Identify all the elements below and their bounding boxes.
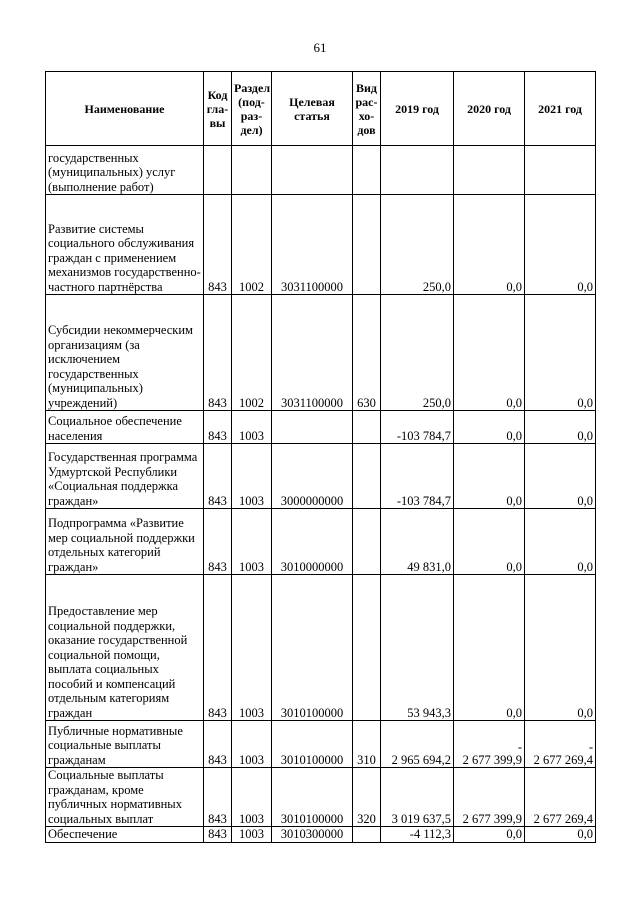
header-2020: 2020 год: [454, 72, 525, 146]
row-name: [46, 509, 204, 575]
row-code-text: 843: [208, 395, 227, 410]
row-expense-type-text: 320: [357, 811, 376, 826]
row-code-text: 843: [208, 811, 227, 826]
row-code: [204, 827, 232, 843]
row-expense-type: [353, 146, 381, 195]
header-2019: 2019 год: [381, 72, 454, 146]
row-value-2021-text: 0,0: [577, 705, 593, 720]
row-name-text: Подпрограмма «Развитие мер социальной поддержки отдельных категорий граждан»: [48, 516, 195, 574]
row-value-2021: [525, 827, 596, 843]
row-value-2021-text: 0,0: [577, 428, 593, 443]
row-value-2019: [381, 827, 454, 843]
row-target-article: [272, 295, 353, 411]
row-target-article: [272, 509, 353, 575]
row-value-2021: [525, 768, 596, 827]
row-expense-type: [353, 827, 381, 843]
row-value-2019-text: 250,0: [422, 279, 451, 294]
row-value-2019-text: 53 943,3: [407, 705, 451, 720]
row-target-article-text: 3031100000: [280, 395, 344, 410]
row-name: [46, 575, 204, 721]
minus-sign: -: [588, 739, 593, 754]
header-2021: 2021 год: [525, 72, 596, 146]
header-row: [46, 72, 596, 146]
row-section-text: 1003: [239, 811, 264, 826]
minus-sign: -: [517, 739, 522, 754]
row-section: [232, 827, 272, 843]
row-value-2021: [525, 295, 596, 411]
row-value-2021: [525, 509, 596, 575]
row-value-2021: [525, 575, 596, 721]
row-code: [204, 411, 232, 444]
row-value-2020-text: 2 677 399,9: [462, 752, 522, 767]
row-section-text: 1003: [239, 827, 264, 841]
table-row: [46, 444, 596, 509]
row-target-article: [272, 827, 353, 843]
row-value-2020: [454, 195, 525, 295]
row-name-text: Субсидии некоммерческим организациям (за исключением государственных (муниципальных) учреждений): [48, 323, 193, 410]
header-code: Код гла-вы: [204, 72, 232, 146]
row-name: [46, 444, 204, 509]
row-value-2019: [381, 721, 454, 768]
row-section: [232, 195, 272, 295]
row-value-2020-text: 0,0: [506, 395, 522, 410]
table-row: [46, 295, 596, 411]
table-row: [46, 827, 596, 843]
row-value-2020: [454, 827, 525, 843]
row-expense-type: [353, 575, 381, 721]
row-value-2020-text: 0,0: [506, 705, 522, 720]
row-section: [232, 146, 272, 195]
header-expense-type: Вид рас-хо-дов: [353, 72, 381, 146]
row-value-2019: [381, 295, 454, 411]
row-value-2020-text: 0,0: [506, 279, 522, 294]
row-value-2021-text: 0,0: [577, 395, 593, 410]
row-value-2019-text: 2 965 694,2: [391, 752, 451, 767]
row-value-2021-text: 2 677 269,4: [533, 752, 593, 767]
row-target-article: [272, 721, 353, 768]
row-code: [204, 721, 232, 768]
row-value-2019: [381, 444, 454, 509]
row-target-article-text: 3031100000: [280, 279, 344, 294]
row-value-2021: [525, 721, 596, 768]
row-section-text: 1002: [239, 395, 264, 410]
row-section-text: 1003: [239, 559, 264, 574]
table-row: [46, 721, 596, 768]
budget-table: [45, 71, 596, 843]
row-value-2020: [454, 444, 525, 509]
row-value-2020: [454, 721, 525, 768]
row-section: [232, 768, 272, 827]
row-value-2019: [381, 195, 454, 295]
page-number: 61: [313, 40, 327, 55]
row-value-2020-text: 0,0: [506, 428, 522, 443]
header-name: Наименование: [46, 72, 204, 146]
row-value-2021: [525, 444, 596, 509]
row-value-2020-text: 0,0: [506, 827, 522, 841]
row-name: [46, 768, 204, 827]
row-target-article: [272, 575, 353, 721]
row-value-2021: [525, 146, 596, 195]
table-row: [46, 509, 596, 575]
row-value-2019: [381, 146, 454, 195]
row-value-2020: [454, 768, 525, 827]
row-value-2021-text: 0,0: [577, 559, 593, 574]
row-section-text: 1003: [239, 428, 264, 443]
row-value-2019-text: 3 019 637,5: [391, 811, 451, 826]
row-section-text: 1003: [239, 752, 264, 767]
row-target-article-text: 3010300000: [280, 827, 344, 841]
table-body: [46, 146, 596, 843]
row-code-text: 843: [208, 428, 227, 443]
row-expense-type: [353, 295, 381, 411]
row-section-text: 1002: [239, 279, 264, 294]
row-expense-type: [353, 768, 381, 827]
row-target-article-text: 3010000000: [280, 559, 344, 574]
table-row: [46, 195, 596, 295]
row-name: [46, 827, 204, 843]
row-section-text: 1003: [239, 493, 264, 508]
row-code-text: 843: [208, 752, 227, 767]
row-value-2020: [454, 509, 525, 575]
row-name-text: Развитие системы социального обслуживания граждан с применением механизмов государственно-частного партнёрства: [48, 221, 201, 294]
row-code: [204, 195, 232, 295]
row-code: [204, 509, 232, 575]
row-code-text: 843: [208, 493, 227, 508]
row-section: [232, 295, 272, 411]
row-section: [232, 575, 272, 721]
row-value-2019: [381, 509, 454, 575]
row-name: [46, 146, 204, 195]
row-expense-type: [353, 195, 381, 295]
row-name: [46, 411, 204, 444]
row-name-text: Публичные нормативные социальные выплаты гражданам: [48, 723, 183, 767]
row-code: [204, 768, 232, 827]
table-row: [46, 768, 596, 827]
row-target-article-text: 3010100000: [280, 752, 344, 767]
row-value-2019: [381, 411, 454, 444]
row-expense-type: [353, 411, 381, 444]
row-section: [232, 444, 272, 509]
row-section: [232, 509, 272, 575]
row-code: [204, 295, 232, 411]
table-row: [46, 575, 596, 721]
row-code: [204, 146, 232, 195]
row-target-article: [272, 444, 353, 509]
row-code: [204, 444, 232, 509]
row-value-2021-text: 2 677 269,4: [533, 811, 593, 826]
header-target: Целевая статья: [272, 72, 353, 146]
row-target-article: [272, 411, 353, 444]
row-value-2021: [525, 411, 596, 444]
row-name: [46, 295, 204, 411]
row-value-2019-text: -4 112,3: [409, 827, 451, 841]
row-value-2020: [454, 146, 525, 195]
row-value-2020: [454, 411, 525, 444]
row-name-text: государственных (муниципальных) услуг (выполнение работ): [48, 150, 176, 194]
row-section-text: 1003: [239, 705, 264, 720]
row-value-2021: [525, 195, 596, 295]
row-name: [46, 195, 204, 295]
row-expense-type-text: 310: [357, 752, 376, 767]
row-value-2020: [454, 575, 525, 721]
table-row: [46, 146, 596, 195]
table-row: [46, 411, 596, 444]
row-code-text: 843: [208, 279, 227, 294]
row-expense-type: [353, 509, 381, 575]
row-target-article: [272, 146, 353, 195]
row-code-text: 843: [208, 827, 227, 841]
row-expense-type: [353, 721, 381, 768]
row-target-article-text: 3010100000: [280, 811, 344, 826]
row-code-text: 843: [208, 559, 227, 574]
row-value-2020: [454, 295, 525, 411]
row-value-2021-text: 0,0: [577, 279, 593, 294]
row-value-2019: [381, 575, 454, 721]
row-value-2021-text: 0,0: [577, 827, 593, 841]
row-expense-type-text: 630: [357, 395, 376, 410]
row-target-article-text: 3000000000: [280, 493, 344, 508]
row-target-article: [272, 768, 353, 827]
row-name: [46, 721, 204, 768]
row-section: [232, 411, 272, 444]
row-name-text: Социальные выплаты гражданам, кроме публичных нормативных социальных выплат: [48, 768, 182, 826]
row-name-text: Обеспечение: [48, 827, 118, 841]
row-target-article-text: 3010100000: [280, 705, 344, 720]
row-value-2019-text: -103 784,7: [396, 428, 451, 443]
header-section: Раздел (под-раз-дел): [232, 72, 272, 146]
row-value-2020-text: 0,0: [506, 493, 522, 508]
row-section: [232, 721, 272, 768]
row-name-text: Социальное обеспечение населения: [48, 414, 182, 443]
row-code: [204, 575, 232, 721]
row-value-2020-text: 0,0: [506, 559, 522, 574]
row-code-text: 843: [208, 705, 227, 720]
row-value-2019-text: 250,0: [422, 395, 451, 410]
row-expense-type: [353, 444, 381, 509]
row-target-article: [272, 195, 353, 295]
row-value-2019: [381, 768, 454, 827]
row-value-2019-text: 49 831,0: [407, 559, 451, 574]
row-name-text: Государственная программа Удмуртской Республики «Социальная поддержка граждан»: [48, 450, 198, 508]
row-value-2021-text: 0,0: [577, 493, 593, 508]
row-value-2020-text: 2 677 399,9: [462, 811, 522, 826]
row-name-text: Предоставление мер социальной поддержки, оказание государственной социальной помощи, выплата социальных пособий и компенсаций отдельным категориям граждан: [48, 604, 188, 720]
row-value-2019-text: -103 784,7: [396, 493, 451, 508]
